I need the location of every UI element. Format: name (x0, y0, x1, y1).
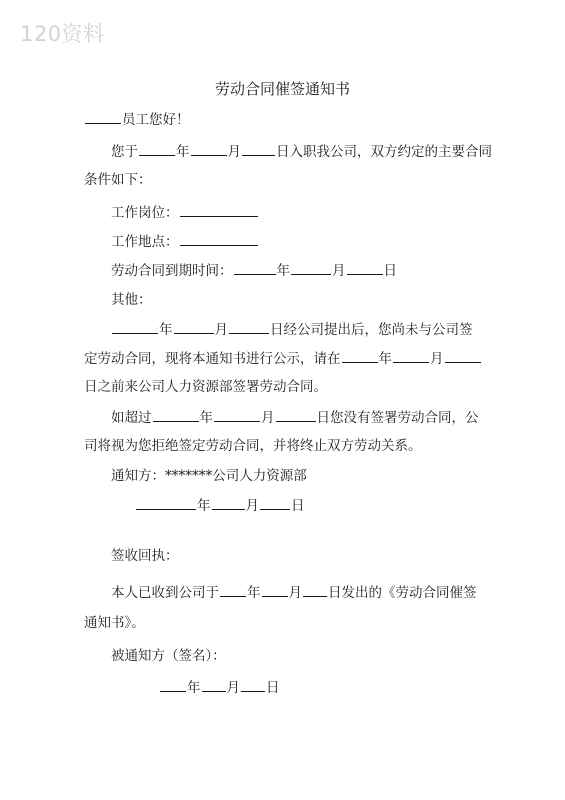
signature-year-blank[interactable] (160, 678, 186, 692)
position-line (111, 203, 259, 222)
expiry-year-blank[interactable] (234, 261, 276, 275)
deadline-para-tail: 日经公司提出后，您尚未与公司签 (270, 322, 473, 338)
deadline-year-label: 年 (378, 351, 392, 367)
expiry-month-label: 月 (332, 263, 346, 279)
overdue-day-blank[interactable] (276, 408, 316, 422)
entry-year-blank[interactable] (139, 142, 175, 156)
notice-month-label: 月 (214, 322, 228, 338)
receipt-prefix: 本人已收到公司于 (111, 585, 219, 601)
overdue-year-label: 年 (199, 410, 213, 426)
position-label: 工作岗位： (111, 205, 179, 221)
notice-month-blank[interactable] (174, 320, 214, 334)
notifier-year-label: 年 (197, 498, 211, 514)
signature-label: 被通知方（签名）： (111, 648, 226, 664)
notice-year-blank[interactable] (112, 320, 158, 334)
expiry-line (111, 261, 397, 280)
entry-date-prefix: 您于 (111, 144, 138, 160)
overdue-month-label: 月 (261, 410, 275, 426)
deadline-para-line2 (84, 349, 482, 368)
receipt-line1 (111, 583, 477, 602)
location-line (111, 232, 259, 251)
deadline-day-blank[interactable] (445, 349, 481, 363)
greeting-text: 员工您好！ (122, 112, 190, 128)
expiry-month-blank[interactable] (291, 261, 331, 275)
expiry-day-label: 日 (383, 263, 397, 279)
greeting-line (84, 110, 190, 129)
position-blank[interactable] (180, 203, 258, 217)
other-label: 其他： (111, 292, 152, 308)
deadline-year-blank[interactable] (342, 349, 378, 363)
location-blank[interactable] (180, 232, 258, 246)
notifier-line: 通知方：*******公司人力资源部 (111, 468, 307, 484)
expiry-label: 劳动合同到期时间： (111, 263, 233, 279)
signature-month-label: 月 (226, 680, 240, 696)
overdue-para-line2: 司将视为您拒绝签定劳动合同，并将终止双方劳动关系。 (84, 438, 422, 454)
signature-date-line (159, 678, 280, 697)
overdue-prefix: 如超过 (111, 410, 152, 426)
signature-month-blank[interactable] (202, 678, 226, 692)
entry-month-blank[interactable] (191, 142, 227, 156)
receipt-month-label: 月 (288, 585, 302, 601)
conditions-intro: 条件如下： (84, 172, 152, 188)
entry-year-label: 年 (176, 144, 190, 160)
signature-day-blank[interactable] (241, 678, 265, 692)
entry-day-blank[interactable] (242, 142, 275, 156)
deadline-line2-prefix: 定劳动合同，现将本通知书进行公示，请在 (84, 351, 341, 367)
receipt-year-blank[interactable] (220, 583, 246, 597)
location-label: 工作地点： (111, 234, 179, 250)
expiry-year-label: 年 (276, 263, 290, 279)
notifier-year-blank[interactable] (136, 496, 196, 510)
notice-year-label: 年 (159, 322, 173, 338)
notifier-day-blank[interactable] (260, 496, 290, 510)
entry-date-line (111, 142, 492, 161)
overdue-para-line1 (111, 408, 479, 427)
overdue-month-blank[interactable] (214, 408, 260, 422)
employee-name-blank[interactable] (85, 110, 121, 124)
notifier-month-label: 月 (245, 498, 259, 514)
deadline-month-label: 月 (430, 351, 444, 367)
deadline-month-blank[interactable] (393, 349, 429, 363)
receipt-tail: 日发出的《劳动合同催签 (328, 585, 477, 601)
notifier-date-line (135, 496, 305, 515)
notifier-day-label: 日 (291, 498, 305, 514)
notice-day-blank[interactable] (229, 320, 269, 334)
signature-day-label: 日 (266, 680, 280, 696)
expiry-day-blank[interactable] (347, 261, 383, 275)
overdue-year-blank[interactable] (153, 408, 199, 422)
document-title: 劳动合同催签通知书 (214, 80, 350, 98)
receipt-line2: 通知书》。 (84, 615, 145, 631)
deadline-para-line1 (111, 320, 473, 339)
receipt-month-blank[interactable] (262, 583, 288, 597)
signature-year-label: 年 (187, 680, 201, 696)
receipt-day-blank[interactable] (303, 583, 327, 597)
overdue-tail: 日您没有签署劳动合同，公 (316, 410, 479, 426)
receipt-label: 签收回执： (111, 548, 179, 564)
notifier-month-blank[interactable] (212, 496, 245, 510)
watermark-logo: 120资料 (20, 22, 105, 46)
entry-date-tail: 日入职我公司，双方约定的主要合同 (276, 144, 492, 160)
entry-month-label: 月 (227, 144, 241, 160)
deadline-para-line3: 日之前来公司人力资源部签署劳动合同。 (84, 379, 327, 395)
receipt-year-label: 年 (247, 585, 261, 601)
